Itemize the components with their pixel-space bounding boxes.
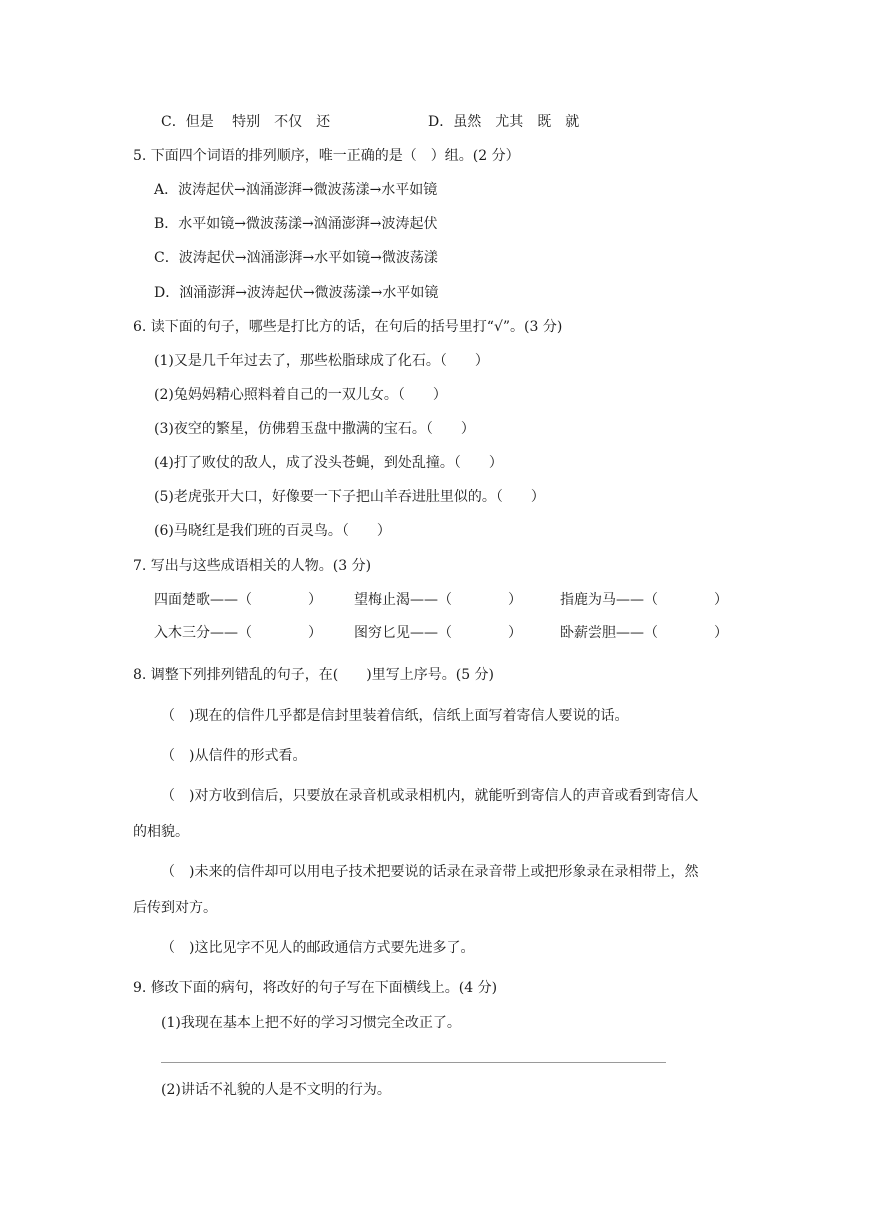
q8-sentence-3-cont: 的相貌。 xyxy=(133,824,189,840)
q6-item-1: (1)又是几千年过去了，那些松脂球成了化石。（ ） xyxy=(154,353,489,369)
q7-stem: 7. 写出与这些成语相关的人物。(3 分) xyxy=(133,558,372,574)
q8-sentence-5: （ )这比见字不见人的邮政通信方式要先进多了。 xyxy=(161,940,475,956)
q6-item-6: (6)马晓红是我们班的百灵鸟。（ ） xyxy=(154,523,391,539)
q5-option-b: B．水平如镜→微波荡漾→汹涌澎湃→波涛起伏 xyxy=(154,216,438,232)
q7-idiom-5: 图穷匕见——（ ） xyxy=(354,625,522,641)
q9-stem: 9. 修改下面的病句，将改好的句子写在下面横线上。(4 分) xyxy=(133,980,498,996)
q6-item-2: (2)兔妈妈精心照料着自己的一双儿女。（ ） xyxy=(154,387,447,403)
q7-idiom-2: 望梅止渴——（ ） xyxy=(354,592,522,608)
q5-option-c: C．波涛起伏→汹涌澎湃→水平如镜→微波荡漾 xyxy=(154,250,438,266)
q5-stem: 5. 下面四个词语的排列顺序，唯一正确的是（ ）组。(2 分） xyxy=(133,148,520,164)
q6-item-4: (4)打了败仗的敌人，成了没头苍蝇，到处乱撞。（ ） xyxy=(154,455,503,471)
q9-item-2: (2)讲话不礼貌的人是不文明的行为。 xyxy=(161,1082,391,1098)
answer-line[interactable] xyxy=(161,1062,666,1063)
q8-sentence-4-cont: 后传到对方。 xyxy=(133,900,217,916)
q6-stem: 6. 读下面的句子，哪些是打比方的话，在句后的括号里打“√”。(3 分) xyxy=(133,319,563,335)
q4-option-c: C．但是 特别 不仅 还 xyxy=(161,114,331,130)
q6-item-5: (5)老虎张开大口，好像要一下子把山羊吞进肚里似的。（ ） xyxy=(154,489,545,505)
q7-idiom-1: 四面楚歌——（ ） xyxy=(154,592,322,608)
q7-idiom-3: 指鹿为马——（ ） xyxy=(560,592,728,608)
q7-idiom-4: 入木三分——（ ） xyxy=(154,625,322,641)
q5-option-a: A．波涛起伏→汹涌澎湃→微波荡漾→水平如镜 xyxy=(154,182,438,198)
q8-sentence-3: （ )对方收到信后，只要放在录音机或录相机内，就能听到寄信人的声音或看到寄信人 xyxy=(161,788,699,804)
q8-sentence-4: （ )未来的信件却可以用电子技术把要说的话录在录音带上或把形象录在录相带上，然 xyxy=(161,864,699,880)
q7-idiom-6: 卧薪尝胆——（ ） xyxy=(560,625,728,641)
q6-item-3: (3)夜空的繁星，仿佛碧玉盘中撒满的宝石。（ ） xyxy=(154,421,475,437)
q4-option-d: D．虽然 尤其 既 就 xyxy=(428,114,580,130)
q8-sentence-1: （ )现在的信件几乎都是信封里装着信纸，信纸上面写着寄信人要说的话。 xyxy=(161,708,629,724)
q9-item-1: (1)我现在基本上把不好的学习习惯完全改正了。 xyxy=(161,1015,461,1031)
q5-option-d: D．汹涌澎湃→波涛起伏→微波荡漾→水平如镜 xyxy=(154,285,439,301)
q8-sentence-2: （ )从信件的形式看。 xyxy=(161,748,307,764)
q8-stem: 8. 调整下列排列错乱的句子，在( )里写上序号。(5 分) xyxy=(133,667,495,683)
